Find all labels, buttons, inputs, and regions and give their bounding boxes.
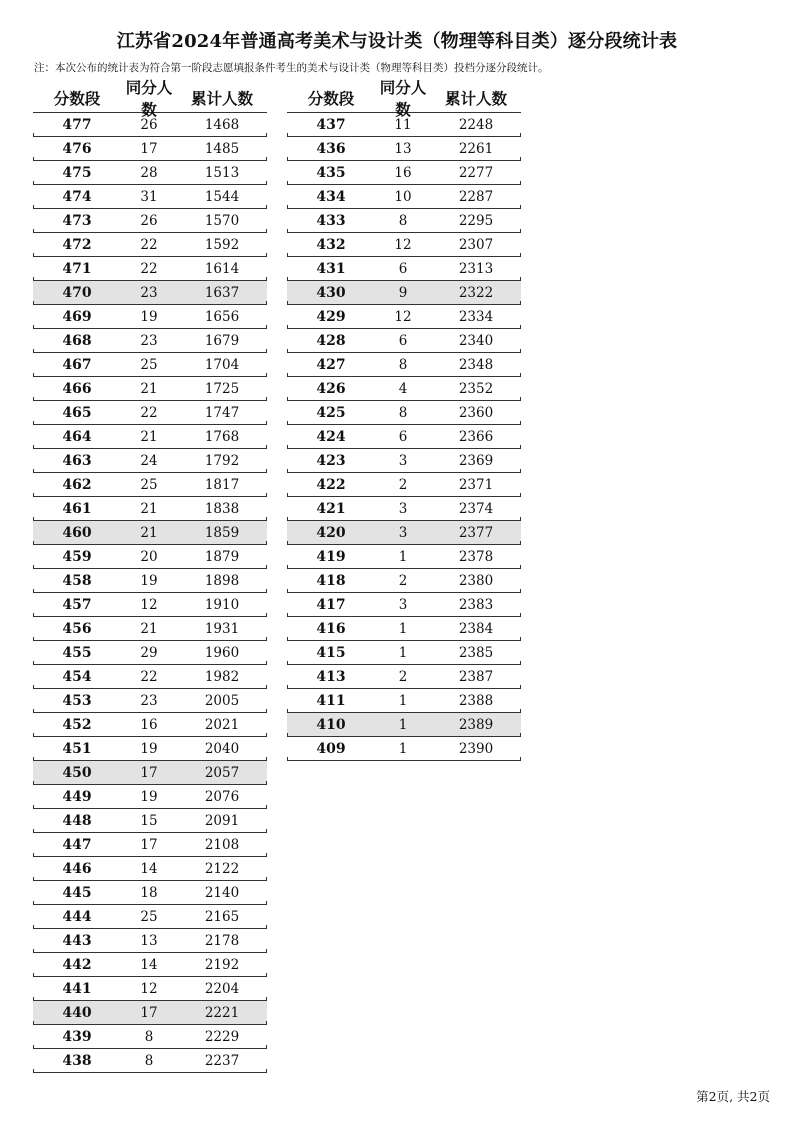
same-count-cell: 26	[140, 212, 158, 229]
score-cell: 427	[316, 356, 346, 373]
cumulative-cell: 1544	[204, 188, 240, 205]
same-count-cell: 2	[398, 572, 408, 589]
cumulative-cell: 2307	[458, 236, 494, 253]
cumulative-cell: 2040	[204, 740, 240, 757]
score-cell: 451	[62, 740, 92, 757]
page-number: 第2页, 共2页	[696, 1089, 770, 1104]
score-cell: 444	[62, 908, 92, 925]
score-cell: 430	[316, 284, 346, 301]
table-row	[33, 593, 267, 617]
same-count-cell: 19	[140, 308, 158, 325]
cumulative-cell: 2237	[204, 1052, 240, 1069]
cumulative-cell: 2204	[204, 980, 240, 997]
table-header	[33, 78, 267, 119]
table-row	[33, 713, 267, 737]
same-count-cell: 17	[140, 764, 158, 781]
cumulative-cell: 1838	[204, 500, 240, 517]
table-row	[287, 521, 521, 545]
score-cell: 438	[62, 1052, 92, 1069]
same-count-cell: 22	[140, 236, 158, 253]
cumulative-cell: 2352	[458, 380, 494, 397]
cumulative-cell: 1859	[204, 524, 240, 541]
same-count-cell: 19	[140, 740, 158, 757]
cumulative-cell: 2277	[458, 164, 494, 181]
table-row	[33, 665, 267, 689]
score-cell: 446	[62, 860, 92, 877]
table-row	[33, 785, 267, 809]
table-row	[287, 233, 521, 257]
same-count-cell: 11	[394, 116, 412, 133]
same-count-cell: 21	[140, 524, 158, 541]
cumulative-cell: 2140	[204, 884, 240, 901]
cumulative-cell: 1768	[204, 428, 240, 445]
table-row	[287, 737, 521, 761]
cumulative-cell: 2369	[458, 452, 494, 469]
score-cell: 455	[62, 644, 92, 661]
cumulative-cell: 2091	[204, 812, 240, 829]
score-cell: 433	[316, 212, 346, 229]
score-cell: 477	[62, 116, 92, 133]
cumulative-cell: 1747	[204, 404, 240, 421]
table-row	[33, 1025, 267, 1049]
score-cell: 425	[316, 404, 346, 421]
score-cell: 466	[62, 380, 92, 397]
cumulative-cell: 2192	[204, 956, 240, 973]
score-cell: 423	[316, 452, 346, 469]
table-row	[33, 1001, 267, 1025]
same-count-cell: 12	[394, 308, 412, 325]
cumulative-cell: 1704	[204, 356, 240, 373]
same-count-cell: 24	[140, 452, 158, 469]
table-row	[33, 113, 267, 137]
table-row	[33, 521, 267, 545]
same-count-cell: 19	[140, 788, 158, 805]
cumulative-cell: 1910	[204, 596, 240, 613]
table-row	[33, 185, 267, 209]
score-cell: 417	[316, 596, 346, 613]
cumulative-cell: 2165	[204, 908, 240, 925]
table-row	[33, 353, 267, 377]
same-count-cell: 21	[140, 380, 158, 397]
table-body-right	[287, 113, 521, 761]
score-cell: 431	[316, 260, 346, 277]
cumulative-cell: 1982	[204, 668, 240, 685]
score-cell: 463	[62, 452, 92, 469]
cumulative-cell: 2340	[458, 332, 494, 349]
same-count-cell: 13	[140, 932, 158, 949]
score-table-left	[33, 78, 267, 1073]
table-row	[33, 833, 267, 857]
score-cell: 468	[62, 332, 92, 349]
same-count-cell: 4	[398, 380, 408, 397]
same-count-cell: 8	[398, 212, 408, 229]
cumulative-cell: 1879	[204, 548, 240, 565]
score-cell: 421	[316, 500, 346, 517]
same-count-cell: 21	[140, 428, 158, 445]
table-row	[287, 473, 521, 497]
score-cell: 459	[62, 548, 92, 565]
table-row	[287, 113, 521, 137]
table-row	[287, 497, 521, 521]
header-cumulative: 累计人数	[444, 89, 507, 108]
score-cell: 441	[62, 980, 92, 997]
score-cell: 437	[316, 116, 346, 133]
table-row	[287, 401, 521, 425]
table-row	[33, 161, 267, 185]
cumulative-cell: 2390	[458, 740, 494, 757]
cumulative-cell: 2388	[458, 692, 494, 709]
table-row	[33, 857, 267, 881]
cumulative-cell: 2384	[458, 620, 494, 637]
score-cell: 428	[316, 332, 346, 349]
same-count-cell: 26	[140, 116, 158, 133]
cumulative-cell: 2389	[458, 716, 494, 733]
table-row	[33, 137, 267, 161]
table-row	[33, 905, 267, 929]
same-count-cell: 17	[140, 1004, 158, 1021]
table-row	[287, 593, 521, 617]
cumulative-cell: 2295	[458, 212, 494, 229]
same-count-cell: 12	[140, 596, 158, 613]
cumulative-cell: 1725	[204, 380, 240, 397]
same-count-cell: 1	[398, 620, 408, 637]
cumulative-cell: 2178	[204, 932, 240, 949]
score-cell: 439	[62, 1028, 92, 1045]
table-row	[33, 953, 267, 977]
cumulative-cell: 2377	[458, 524, 494, 541]
score-cell: 424	[316, 428, 346, 445]
table-row	[287, 449, 521, 473]
same-count-cell: 21	[140, 500, 158, 517]
cumulative-cell: 1817	[204, 476, 240, 493]
table-row	[287, 713, 521, 737]
table-row	[33, 881, 267, 905]
header-score: 分数段	[53, 89, 101, 108]
score-cell: 432	[316, 236, 346, 253]
table-row	[287, 137, 521, 161]
same-count-cell: 17	[140, 140, 158, 157]
table-row	[33, 737, 267, 761]
table-row	[33, 209, 267, 233]
table-row	[287, 305, 521, 329]
table-row	[33, 401, 267, 425]
score-cell: 435	[316, 164, 346, 181]
same-count-cell: 25	[140, 476, 158, 493]
same-count-cell: 12	[140, 980, 158, 997]
score-cell: 461	[62, 500, 92, 517]
score-cell: 474	[62, 188, 92, 205]
score-cell: 440	[62, 1004, 92, 1021]
page-title: 江苏省2024年普通高考美术与设计类（物理等科目类）逐分段统计表	[116, 31, 678, 52]
table-row	[33, 377, 267, 401]
cumulative-cell: 1656	[204, 308, 240, 325]
cumulative-cell: 1592	[204, 236, 240, 253]
cumulative-cell: 1570	[204, 212, 240, 229]
score-cell: 416	[316, 620, 346, 637]
same-count-cell: 25	[140, 908, 158, 925]
table-row	[287, 281, 521, 305]
header-score: 分数段	[307, 89, 355, 108]
cumulative-cell: 2322	[458, 284, 494, 301]
cumulative-cell: 2383	[458, 596, 494, 613]
same-count-cell: 10	[394, 188, 412, 205]
score-cell: 415	[316, 644, 346, 661]
table-row	[287, 425, 521, 449]
same-count-cell: 1	[398, 740, 408, 757]
score-cell: 409	[316, 740, 346, 757]
cumulative-cell: 2005	[204, 692, 240, 709]
cumulative-cell: 1468	[204, 116, 240, 133]
score-cell: 467	[62, 356, 92, 373]
cumulative-cell: 1898	[204, 572, 240, 589]
table-row	[33, 233, 267, 257]
same-count-cell: 17	[140, 836, 158, 853]
same-count-cell: 20	[140, 548, 158, 565]
table-row	[33, 761, 267, 785]
score-cell: 426	[316, 380, 346, 397]
header-same-count: 同分人数	[125, 78, 173, 119]
cumulative-cell: 2366	[458, 428, 494, 445]
same-count-cell: 6	[398, 332, 408, 349]
cumulative-cell: 1485	[204, 140, 240, 157]
same-count-cell: 2	[398, 476, 408, 493]
same-count-cell: 15	[140, 812, 158, 829]
same-count-cell: 12	[394, 236, 412, 253]
same-count-cell: 22	[140, 404, 158, 421]
table-row	[287, 209, 521, 233]
table-row	[287, 353, 521, 377]
cumulative-cell: 2371	[458, 476, 494, 493]
table-row	[33, 569, 267, 593]
cumulative-cell: 1513	[204, 164, 240, 181]
score-cell: 473	[62, 212, 92, 229]
cumulative-cell: 2108	[204, 836, 240, 853]
table-row	[33, 1049, 267, 1073]
score-cell: 458	[62, 572, 92, 589]
score-cell: 448	[62, 812, 92, 829]
score-cell: 450	[62, 764, 92, 781]
score-cell: 471	[62, 260, 92, 277]
table-row	[287, 665, 521, 689]
same-count-cell: 1	[398, 548, 408, 565]
table-row	[287, 545, 521, 569]
score-cell: 456	[62, 620, 92, 637]
same-count-cell: 23	[140, 332, 158, 349]
same-count-cell: 3	[398, 500, 408, 517]
table-row	[33, 281, 267, 305]
same-count-cell: 3	[398, 524, 408, 541]
score-cell: 410	[316, 716, 346, 733]
cumulative-cell: 2334	[458, 308, 494, 325]
cumulative-cell: 2360	[458, 404, 494, 421]
cumulative-cell: 2057	[204, 764, 240, 781]
score-cell: 411	[316, 692, 346, 709]
same-count-cell: 1	[398, 644, 408, 661]
score-cell: 464	[62, 428, 92, 445]
same-count-cell: 6	[398, 428, 408, 445]
cumulative-cell: 2122	[204, 860, 240, 877]
same-count-cell: 8	[144, 1028, 154, 1045]
same-count-cell: 14	[140, 956, 158, 973]
cumulative-cell: 2076	[204, 788, 240, 805]
table-row	[33, 545, 267, 569]
table-note: 注：本次公布的统计表为符合第一阶段志愿填报条件考生的美术与设计类（物理等科目类）投档分逐分段统计。	[34, 62, 549, 74]
cumulative-cell: 2313	[458, 260, 494, 277]
same-count-cell: 19	[140, 572, 158, 589]
table-row	[33, 305, 267, 329]
score-cell: 445	[62, 884, 92, 901]
cumulative-cell: 2378	[458, 548, 494, 565]
score-cell: 413	[316, 668, 346, 685]
cumulative-cell: 2387	[458, 668, 494, 685]
table-row	[33, 929, 267, 953]
score-cell: 443	[62, 932, 92, 949]
table-body-left	[33, 113, 267, 1073]
score-cell: 449	[62, 788, 92, 805]
same-count-cell: 21	[140, 620, 158, 637]
score-cell: 442	[62, 956, 92, 973]
table-row	[287, 161, 521, 185]
same-count-cell: 16	[394, 164, 412, 181]
score-cell: 469	[62, 308, 92, 325]
same-count-cell: 9	[398, 284, 408, 301]
table-row	[33, 689, 267, 713]
table-row	[287, 185, 521, 209]
score-cell: 476	[62, 140, 92, 157]
same-count-cell: 31	[140, 188, 158, 205]
table-row	[33, 425, 267, 449]
score-cell: 434	[316, 188, 346, 205]
table-row	[287, 689, 521, 713]
cumulative-cell: 1960	[204, 644, 240, 661]
table-row	[287, 329, 521, 353]
table-row	[33, 617, 267, 641]
cumulative-cell: 2248	[458, 116, 494, 133]
cumulative-cell: 2374	[458, 500, 494, 517]
table-row	[287, 569, 521, 593]
table-row	[287, 617, 521, 641]
cumulative-cell: 1792	[204, 452, 240, 469]
score-cell: 429	[316, 308, 346, 325]
score-cell: 454	[62, 668, 92, 685]
cumulative-cell: 2348	[458, 356, 494, 373]
same-count-cell: 3	[398, 596, 408, 613]
cumulative-cell: 2021	[204, 716, 240, 733]
same-count-cell: 8	[398, 404, 408, 421]
same-count-cell: 18	[140, 884, 158, 901]
same-count-cell: 22	[140, 668, 158, 685]
score-cell: 453	[62, 692, 92, 709]
score-cell: 460	[62, 524, 92, 541]
score-cell: 475	[62, 164, 92, 181]
cumulative-cell: 1637	[204, 284, 240, 301]
score-cell: 457	[62, 596, 92, 613]
score-cell: 452	[62, 716, 92, 733]
header-same-count: 同分人数	[379, 78, 427, 119]
same-count-cell: 28	[140, 164, 158, 181]
cumulative-cell: 2380	[458, 572, 494, 589]
score-cell: 436	[316, 140, 346, 157]
table-row	[33, 257, 267, 281]
score-table-right	[287, 78, 521, 761]
same-count-cell: 2	[398, 668, 408, 685]
cumulative-cell: 2221	[204, 1004, 240, 1021]
same-count-cell: 23	[140, 692, 158, 709]
score-cell: 470	[62, 284, 92, 301]
cumulative-cell: 1931	[204, 620, 240, 637]
same-count-cell: 8	[144, 1052, 154, 1069]
same-count-cell: 14	[140, 860, 158, 877]
table-row	[33, 449, 267, 473]
score-cell: 472	[62, 236, 92, 253]
same-count-cell: 16	[140, 716, 158, 733]
table-row	[33, 809, 267, 833]
score-cell: 462	[62, 476, 92, 493]
same-count-cell: 1	[398, 692, 408, 709]
table-row	[287, 257, 521, 281]
table-row	[287, 641, 521, 665]
score-cell: 419	[316, 548, 346, 565]
score-cell: 420	[316, 524, 346, 541]
cumulative-cell: 1614	[204, 260, 240, 277]
same-count-cell: 23	[140, 284, 158, 301]
header-cumulative: 累计人数	[190, 89, 253, 108]
table-header	[287, 78, 521, 119]
score-cell: 447	[62, 836, 92, 853]
same-count-cell: 25	[140, 356, 158, 373]
table-row	[33, 641, 267, 665]
cumulative-cell: 2261	[458, 140, 494, 157]
table-row	[33, 977, 267, 1001]
same-count-cell: 22	[140, 260, 158, 277]
cumulative-cell: 2287	[458, 188, 494, 205]
same-count-cell: 29	[140, 644, 158, 661]
same-count-cell: 3	[398, 452, 408, 469]
table-row	[33, 473, 267, 497]
cumulative-cell: 1679	[204, 332, 240, 349]
score-cell: 418	[316, 572, 346, 589]
same-count-cell: 8	[398, 356, 408, 373]
table-row	[287, 377, 521, 401]
score-cell: 422	[316, 476, 346, 493]
same-count-cell: 13	[394, 140, 412, 157]
table-row	[33, 329, 267, 353]
same-count-cell: 6	[398, 260, 408, 277]
same-count-cell: 1	[398, 716, 408, 733]
cumulative-cell: 2385	[458, 644, 494, 661]
table-row	[33, 497, 267, 521]
cumulative-cell: 2229	[204, 1028, 240, 1045]
score-cell: 465	[62, 404, 92, 421]
